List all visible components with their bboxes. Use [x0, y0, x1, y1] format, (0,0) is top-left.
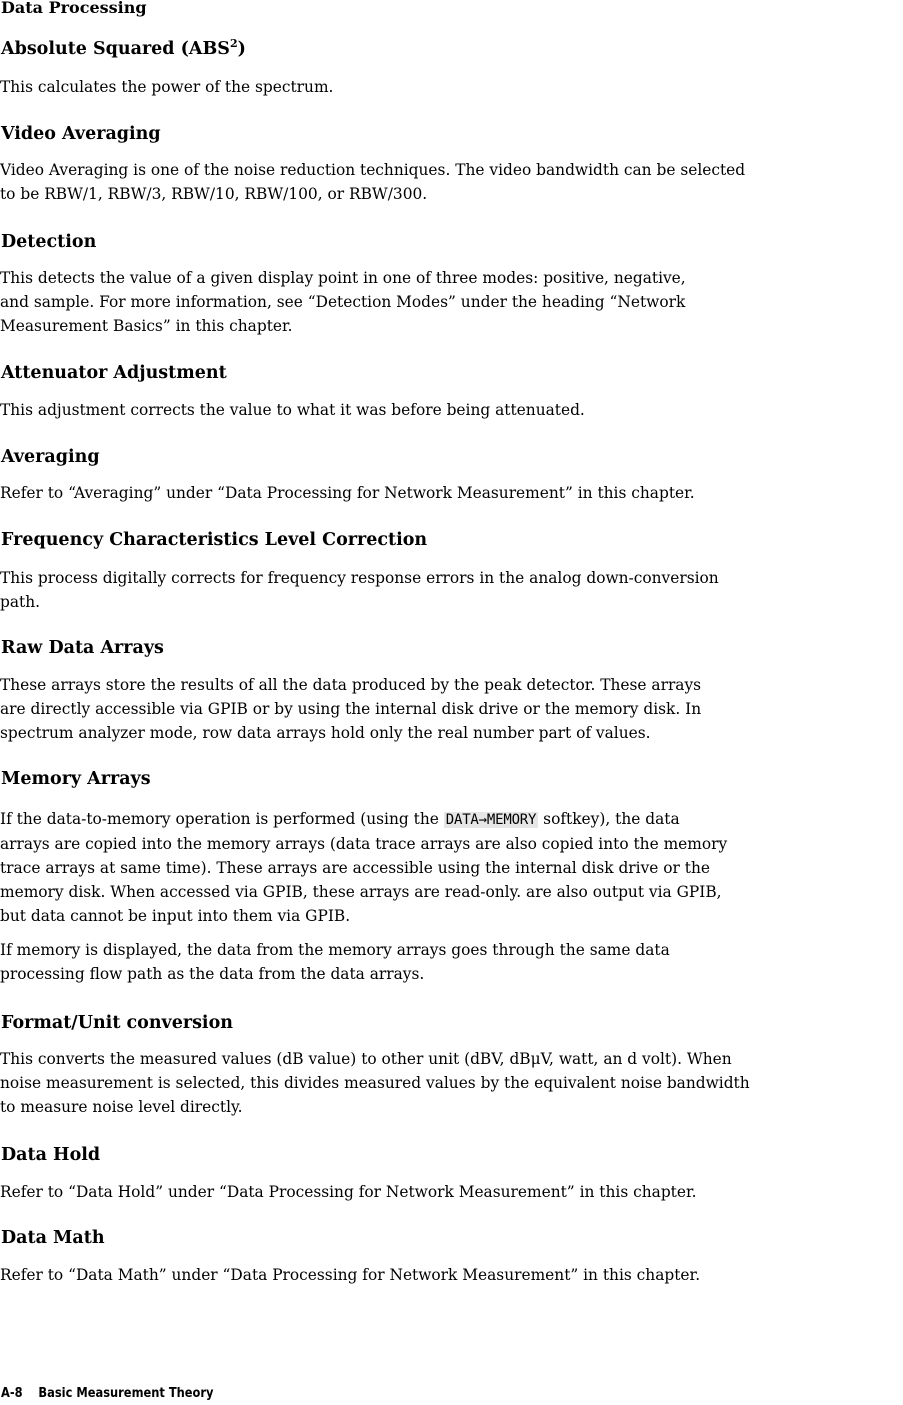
heading-tail: ) [237, 39, 246, 59]
text-line: If memory is displayed, the data from the memory arrays goes through the same data [0, 941, 670, 959]
heading-text: Absolute Squared (ABS [1, 39, 230, 59]
heading-attenuator-adjustment: Attenuator Adjustment [1, 363, 227, 383]
running-head: Data Processing [1, 0, 147, 17]
text-line: trace arrays at same time). These arrays are accessible using the internal disk drive or the [0, 859, 711, 877]
paragraph [0, 158, 903, 206]
text-run: If the data-to-memory operation is performed (using the [0, 810, 444, 828]
text-line: are directly accessible via GPIB or by using the internal disk drive or the memory disk. In [0, 700, 702, 718]
text-line: This calculates the power of the spectrum. [0, 78, 334, 96]
heading-data-math: Data Math [1, 1228, 105, 1248]
paragraph [0, 266, 903, 338]
text-line: noise measurement is selected, this divides measured values by the equivalent noise bandwidth [0, 1074, 750, 1092]
page-footer [1, 1385, 214, 1403]
paragraph [0, 1263, 903, 1287]
text-line: This adjustment corrects the value to what it was before being attenuated. [0, 401, 585, 419]
text-line: path. [0, 593, 41, 611]
text-line: to be RBW/1, RBW/3, RBW/10, RBW/100, or RBW/300. [0, 185, 428, 203]
paragraph [0, 75, 903, 99]
paragraph [0, 938, 903, 986]
data-to-memory-softkey: DATA→MEMORY [445, 812, 537, 828]
heading-averaging: Averaging [1, 447, 100, 467]
text-line: processing flow path as the data from the data arrays. [0, 965, 425, 983]
text-line: Measurement Basics” in this chapter. [0, 317, 293, 335]
heading-format-unit-conversion: Format/Unit conversion [1, 1013, 233, 1033]
chapter-title: Basic Measurement Theory [38, 1386, 214, 1401]
text-line: This detects the value of a given display point in one of three modes: positive, negative, [0, 269, 686, 287]
text-line: Refer to “Averaging” under “Data Processing for Network Measurement” in this chapter. [0, 484, 695, 502]
text-line: Refer to “Data Math” under “Data Processing for Network Measurement” in this chapter. [0, 1266, 701, 1284]
heading-data-hold: Data Hold [1, 1145, 101, 1165]
heading-memory-arrays: Memory Arrays [1, 769, 151, 789]
paragraph [0, 1047, 903, 1119]
text-line: Video Averaging is one of the noise reduction techniques. The video bandwidth can be selected [0, 161, 746, 179]
text-line: to measure noise level directly. [0, 1098, 243, 1116]
text-line: This converts the measured values (dB value) to other unit (dBV, dBμV, watt, an d volt). When [0, 1050, 732, 1068]
heading-absolute-squared [1, 38, 246, 60]
heading-video-averaging: Video Averaging [1, 124, 161, 144]
paragraph [0, 481, 903, 505]
text-line: This process digitally corrects for frequency response errors in the analog down-conversion [0, 569, 719, 587]
text-line: Refer to “Data Hold” under “Data Processing for Network Measurement” in this chapter. [0, 1183, 697, 1201]
paragraph [0, 566, 903, 614]
text-line: arrays are copied into the memory arrays (data trace arrays are also copied into the memory [0, 835, 728, 853]
heading-raw-data-arrays: Raw Data Arrays [1, 638, 164, 658]
text-line [0, 807, 903, 832]
text-line: but data cannot be input into them via GPIB. [0, 907, 351, 925]
text-line: spectrum analyzer mode, row data arrays hold only the real number part of values. [0, 724, 651, 742]
text-line: and sample. For more information, see “Detection Modes” under the heading “Network [0, 293, 686, 311]
heading-superscript: 2 [229, 37, 238, 50]
paragraph [0, 807, 903, 928]
heading-detection: Detection [1, 232, 97, 252]
page-number: A-8 [1, 1386, 23, 1401]
heading-frequency-characteristics: Frequency Characteristics Level Correction [1, 530, 428, 550]
paragraph [0, 673, 903, 745]
text-line: memory disk. When accessed via GPIB, these arrays are read-only. are also output via GPIB, [0, 883, 722, 901]
text-run: softkey), the data [538, 810, 680, 828]
paragraph [0, 398, 903, 422]
text-line: These arrays store the results of all the data produced by the peak detector. These arrays [0, 676, 702, 694]
paragraph [0, 1180, 903, 1204]
